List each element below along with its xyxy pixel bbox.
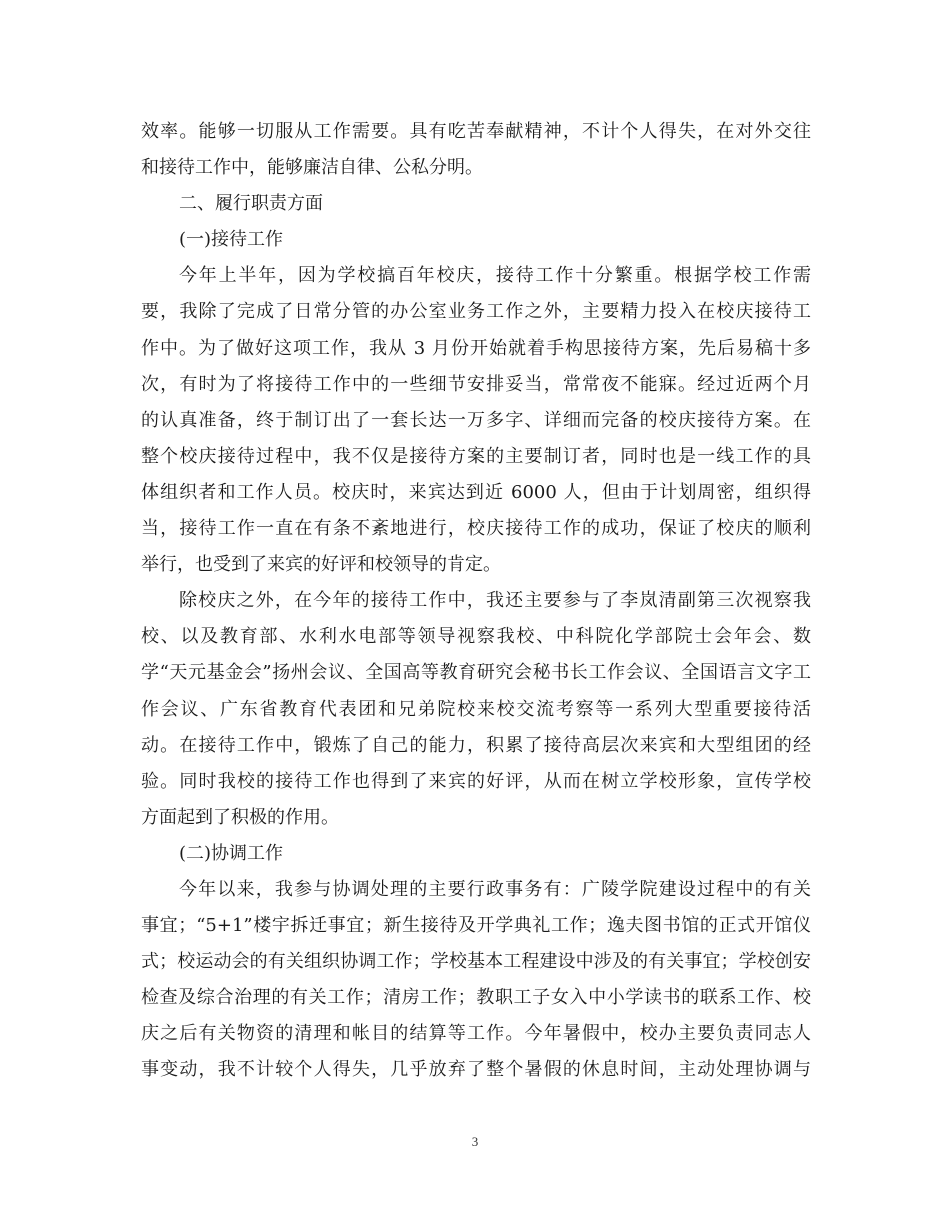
page-number: 3 [471, 1134, 479, 1149]
text-line: 整个校庆接待过程中，我不仅是接待方案的主要制订者，同时也是一线工作的具 [141, 445, 811, 467]
text-line: 的认真准备，终于制订出了一套长达一万多字、详细而完备的校庆接待方案。在 [141, 409, 811, 431]
text-line: 效率。能够一切服从工作需要。具有吃苦奉献精神，不计个人得失，在对外交往 [141, 121, 811, 142]
text-line: (一)接待工作 [179, 229, 284, 251]
text-line: 和接待工作中，能够廉洁自律、公私分明。 [141, 157, 483, 179]
text-line: 方面起到了积极的作用。 [141, 806, 339, 828]
text-line: 式；校运动会的有关组织协调工作；学校基本工程建设中涉及的有关事宜；学校创安 [141, 951, 811, 973]
text-line: 作中。为了做好这项工作，我从 3 月份开始就着手构思接待方案，先后易稿十多 [141, 337, 811, 359]
text-line: 事变动，我不计较个人得失，几乎放弃了整个暑假的休息时间，主动处理协调与 [141, 1059, 811, 1081]
document-body [141, 114, 811, 1089]
text-line: 次，有时为了将接待工作中的一些细节安排妥当，常常夜不能寐。经过近两个月 [141, 373, 811, 395]
text-line: 检查及综合治理的有关工作；清房工作；教职工子女入中小学读书的联系工作、校 [141, 987, 811, 1009]
text-line: 动。在接待工作中，锻炼了自己的能力，积累了接待高层次来宾和大型组团的经 [141, 734, 811, 756]
text-line: 当，接待工作一直在有条不紊地进行，校庆接待工作的成功，保证了校庆的顺利 [141, 518, 811, 540]
text-line: (二)协调工作 [179, 842, 284, 864]
text-line: 二、履行职责方面 [179, 193, 323, 215]
text-line: 今年上半年，因为学校搞百年校庆，接待工作十分繁重。根据学校工作需 [179, 265, 811, 287]
text-line: 学“天元基金会”扬州会议、全国高等教育研究会秘书长工作会议、全国语言文字工 [141, 662, 811, 684]
text-line: 举行，也受到了来宾的好评和校领导的肯定。 [141, 554, 501, 576]
text-line: 验。同时我校的接待工作也得到了来宾的好评，从而在树立学校形象，宣传学校 [141, 770, 811, 792]
text-line: 庆之后有关物资的清理和帐目的结算等工作。今年暑假中，校办主要负责同志人 [141, 1023, 811, 1045]
text-line: 作会议、广东省教育代表团和兄弟院校来校交流考察等一系列大型重要接待活 [141, 698, 811, 720]
text-line: 今年以来，我参与协调处理的主要行政事务有：广陵学院建设过程中的有关 [179, 878, 811, 900]
text-line: 体组织者和工作人员。校庆时，来宾达到近 6000 人，但由于计划周密，组织得 [141, 481, 811, 503]
text-line: 校、以及教育部、水利水电部等领导视察我校、中科院化学部院士会年会、数 [141, 626, 811, 648]
text-line: 要，我除了完成了日常分管的办公室业务工作之外，主要精力投入在校庆接待工 [141, 301, 811, 323]
text-line: 除校庆之外，在今年的接待工作中，我还主要参与了李岚清副第三次视察我 [179, 590, 811, 612]
text-line: 事宜；“5+1”楼宇拆迁事宜；新生接待及开学典礼工作；逸夫图书馆的正式开馆仪 [141, 915, 811, 937]
